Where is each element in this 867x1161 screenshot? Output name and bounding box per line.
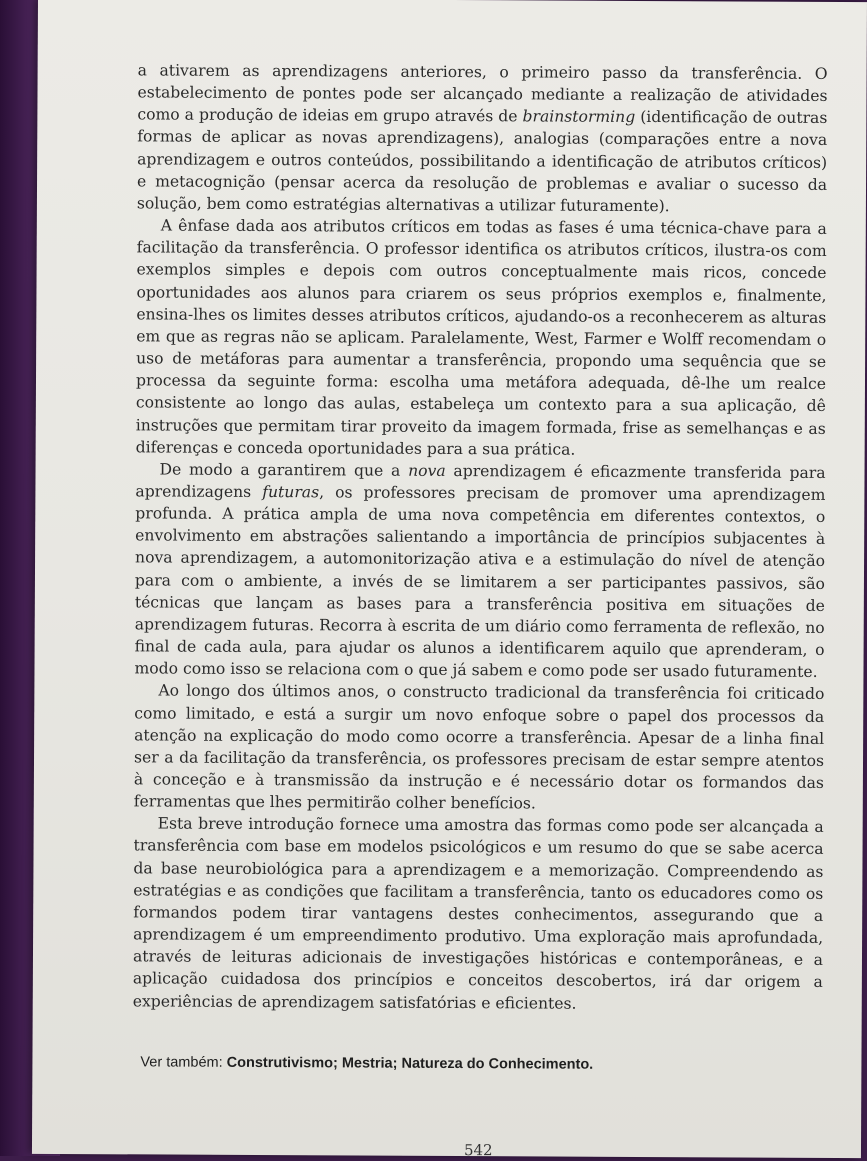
p3-seg5: , os professores precisam de promover uma aprendizagem profunda. A prática ampla de uma nova competência em diferentes contextos, o envolvimento em abstrações salientando a importância de princípios subjacentes à nova aprendizagem, a automonitorização ativa e a estimulação do nível de atenção para com o ambiente, a invés de se limitarem a ser participantes passivos, são técnicas que lançam as bases para a transferência positiva em situações de aprendizagem futuras. Recorra à escrita de um diário como ferramenta de reflexão, no final de cada aula, para ajudar os alunos a identificarem aquilo que aprenderam, o modo como isso se relaciona com o que já sabem e como pode ser usado futuramente. — [134, 483, 826, 682]
see-also-line — [140, 1054, 593, 1072]
book-page — [32, 0, 867, 1158]
see-also-terms: Construtivismo; Mestria; Natureza do Conhecimento. — [226, 1054, 594, 1073]
p3-seg4-italic: futuras — [262, 482, 320, 502]
p3-seg2-italic: nova — [408, 461, 446, 480]
paragraph-3 — [134, 458, 825, 683]
p1-seg1: a ativarem as aprendizagens anteriores, o primeiro passo da transferência. O estabelecimento de pontes pode ser alcançado mediante a realização de atividades como a produção de ideias em grupo através de — [137, 61, 828, 126]
paragraph-2 — [136, 214, 827, 461]
p1-seg3: (identificação de outras formas de aplicar as novas aprendizagens), analogias (comparações entre a nova aprendizagem e outros conteúdos, possibilitando a identificação de atributos críticos) e metacognição (pensar acerca da resolução de problemas e avaliar o sucesso da solução, bem como estratégias alternativas a utilizar futuramente). — [136, 108, 828, 216]
p3-seg3: aprendizagem é eficazmente transferida para aprendizagens — [135, 461, 826, 501]
p5-seg1: Esta breve introdução fornece uma amostra das formas como pode ser alcançada a transferência com base em modelos psicológicos e um resumo do que se sabe acerca da base neurobiológica para a aprendizagem e a memorização. Compreendendo as estratégias e as condições que facilitam a transferência, tanto os educadores como os formandos podem tirar vantagens destes conhecimentos, assegurando que a aprendizagem é um empreendimento produtivo. Uma exploração mais aprofundada, através de leituras adicionais de investigações históricas e contemporâneas, e a aplicação cuidadosa dos princípios e conceitos descobertos, irá dar origem a experiências de aprendizagem satisfatórias e eficientes. — [132, 814, 824, 1013]
body-text — [133, 59, 828, 1015]
paragraph-1 — [137, 59, 828, 218]
paragraph-4 — [134, 680, 825, 817]
p4-seg1: Ao longo dos últimos anos, o constructo tradicional da transferência foi criticado como limitado, e está a surgir um novo enfoque sobre o papel dos processos da atenção na explicação do modo como ocorre a transferência. Apesar de a linha final ser a da facilitação da transferência, os professores precisam de estar sempre atentos à conceção e à transmissão da instrução e é necessário dotar os formandos das ferramentas que lhes permitirão colher benefícios. — [133, 681, 825, 813]
p2-seg1: A ênfase dada aos atributos críticos em todas as fases é uma técnica-chave para a facilitação da transferência. O professor identifica os atributos críticos, ilustra-os com exemplos simples e depois com outros conceptualmente mais ricos, concede oportunidades aos alunos para criarem os seus próprios exemplos e, finalmente, ensina-lhes os limites desses atributos críticos, ajudando-os a reconhecerem as alturas em que as regras não se aplicam. Paralelamente, West, Farmer e Wolff recomendam o uso de metáforas para aumentar a transferência, propondo uma sequência que se processa da seguinte forma: escolha uma metáfora adequada, dê-lhe um realce consistente ao longo das aulas, estabeleça um contexto para a sua aplicação, dê instruções que permitam tirar proveito da imagem formada, frise as semelhanças e as diferenças e conceda oportunidades para a sua prática. — [135, 216, 827, 459]
see-also-label: Ver também: — [140, 1054, 227, 1071]
p1-seg2-italic: brainstorming — [522, 107, 636, 127]
page-number: 542 — [463, 1141, 493, 1160]
paragraph-5 — [133, 813, 824, 1016]
p3-seg1: De modo a garantirem que a — [159, 460, 409, 480]
